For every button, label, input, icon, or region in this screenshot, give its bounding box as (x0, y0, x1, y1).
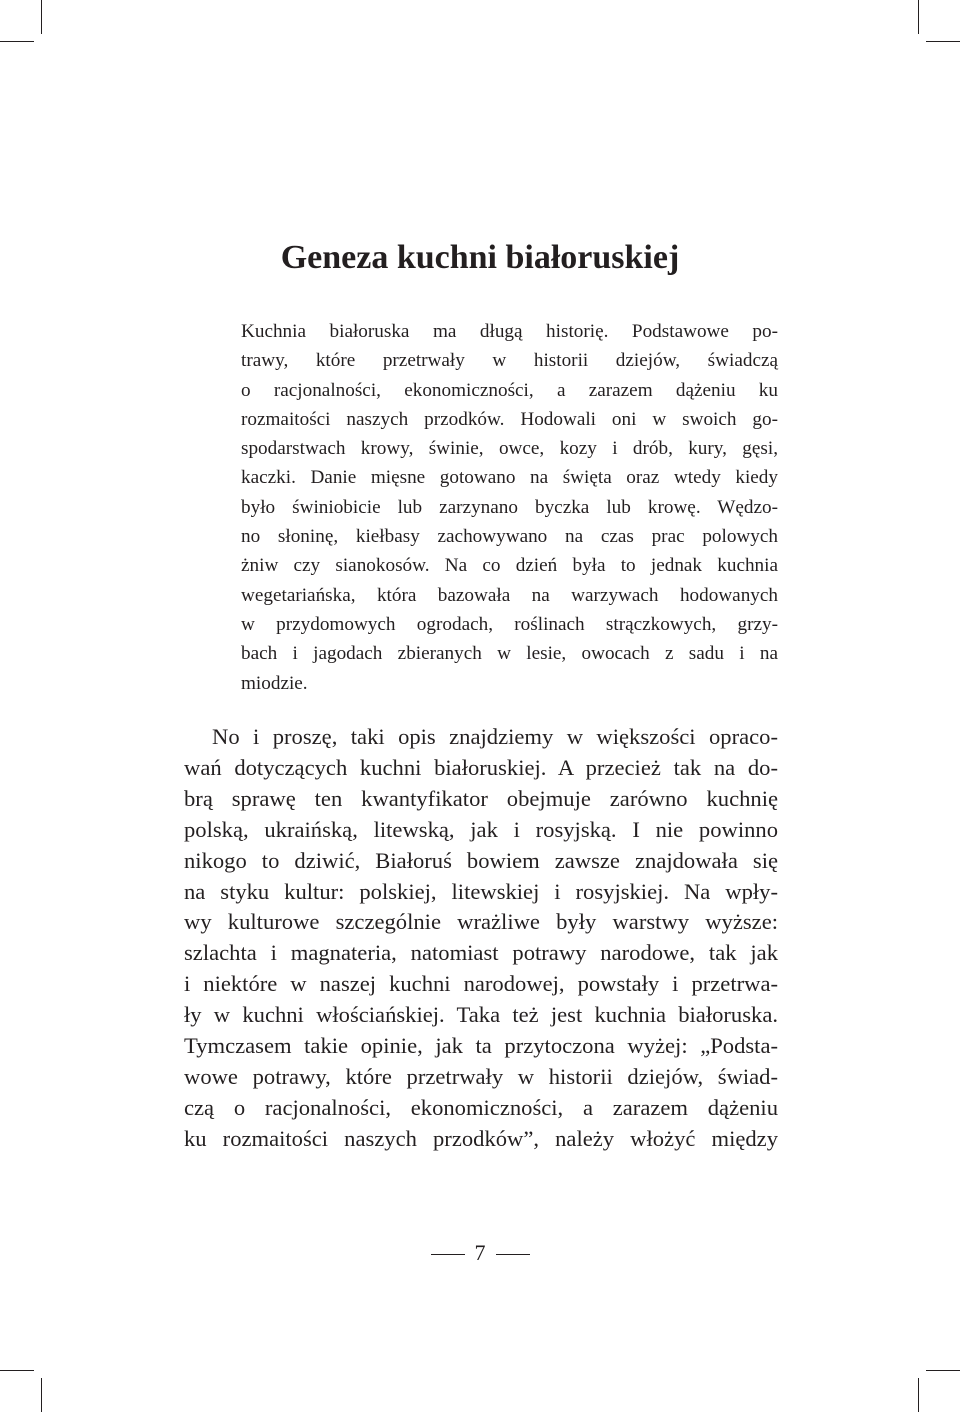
quoted-passage (241, 317, 778, 698)
quote-line: no słoninę, kiełbasy zachowywano na czas prac polowych (241, 526, 778, 548)
folio-dash-right (496, 1254, 530, 1255)
body-line: Tymczasem takie opinie, jak ta przytoczona wyżej: „Podsta- (184, 1033, 778, 1059)
folio-dash-left (431, 1254, 465, 1255)
body-line: brą sprawę ten kwantyfikator obejmuje zarówno kuchnię (184, 785, 778, 811)
crop-mark-bottom-right-vertical (918, 1378, 919, 1412)
body-line: szlachta i magnateria, natomiast potrawy narodowe, tak jak (184, 940, 778, 966)
quote-line: kaczki. Danie mięsne gotowano na święta oraz wtedy kiedy (241, 467, 778, 489)
quote-line: miodzie. (241, 672, 308, 694)
body-line: ły w kuchni włościańskiej. Taka też jest kuchnia białoruska. (184, 1002, 778, 1028)
body-line: nikogo to dziwić, Białoruś bowiem zawsze znajdowała się (184, 847, 778, 873)
body-line: czą o racjonalności, ekonomiczności, a zarazem dążeniu (184, 1094, 778, 1120)
quote-line: Kuchnia białoruska ma długą historię. Podstawowe po- (241, 321, 778, 342)
quote-line: spodarstwach krowy, świnie, owce, kozy i drób, kury, gęsi, (241, 438, 778, 460)
quote-line: było świniobicie lub zarzynano byczka lub krowę. Wędzo- (241, 496, 778, 518)
crop-mark-top-right-horizontal (926, 41, 960, 42)
quote-line: bach i jagodach zbieranych w lesie, owocach z sadu i na (241, 643, 778, 665)
body-line: na styku kultur: polskiej, litewskiej i rosyjskiej. Na wpły- (184, 878, 778, 904)
crop-mark-top-right-vertical (918, 0, 919, 34)
quote-line: w przydomowych ogrodach, roślinach strączkowych, grzy- (241, 613, 778, 635)
crop-mark-bottom-left-vertical (41, 1378, 42, 1412)
quote-line: trawy, które przetrwały w historii dziejów, świadczą (241, 350, 778, 372)
quote-line: o racjonalności, ekonomiczności, a zarazem dążeniu ku (241, 379, 778, 401)
quote-line: wegetariańska, która bazowała na warzywach hodowanych (241, 584, 778, 606)
body-line: wowe potrawy, które przetrwały w historii dziejów, świad- (184, 1063, 778, 1089)
body-line: ku rozmaitości naszych przodków”, należy włożyć między (184, 1125, 778, 1151)
body-line: No i proszę, taki opis znajdziemy w większości opraco- (212, 724, 778, 749)
page-number-footer (0, 1238, 960, 1268)
body-line: polską, ukraińską, litewską, jak i rosyjską. I nie powinno (184, 816, 778, 842)
crop-mark-top-left-vertical (41, 0, 42, 34)
body-paragraph (184, 722, 778, 1155)
quote-line: rozmaitości naszych przodków. Hodowali oni w swoich go- (241, 408, 778, 430)
body-line: wań dotyczących kuchni białoruskiej. A przecież tak na do- (184, 754, 778, 780)
crop-mark-bottom-right-horizontal (926, 1370, 960, 1371)
crop-mark-bottom-left-horizontal (0, 1370, 34, 1371)
crop-mark-top-left-horizontal (0, 41, 34, 42)
page-number: 7 (474, 1240, 486, 1265)
chapter-title: Geneza kuchni białoruskiej (280, 239, 680, 276)
quote-line: żniw czy sianokosów. Na co dzień była to jednak kuchnia (241, 555, 778, 577)
body-line: wy kulturowe szczególnie wrażliwe były warstwy wyższe: (184, 909, 778, 935)
body-line: i niektóre w naszej kuchni narodowej, powstały i przetrwa- (184, 971, 778, 997)
